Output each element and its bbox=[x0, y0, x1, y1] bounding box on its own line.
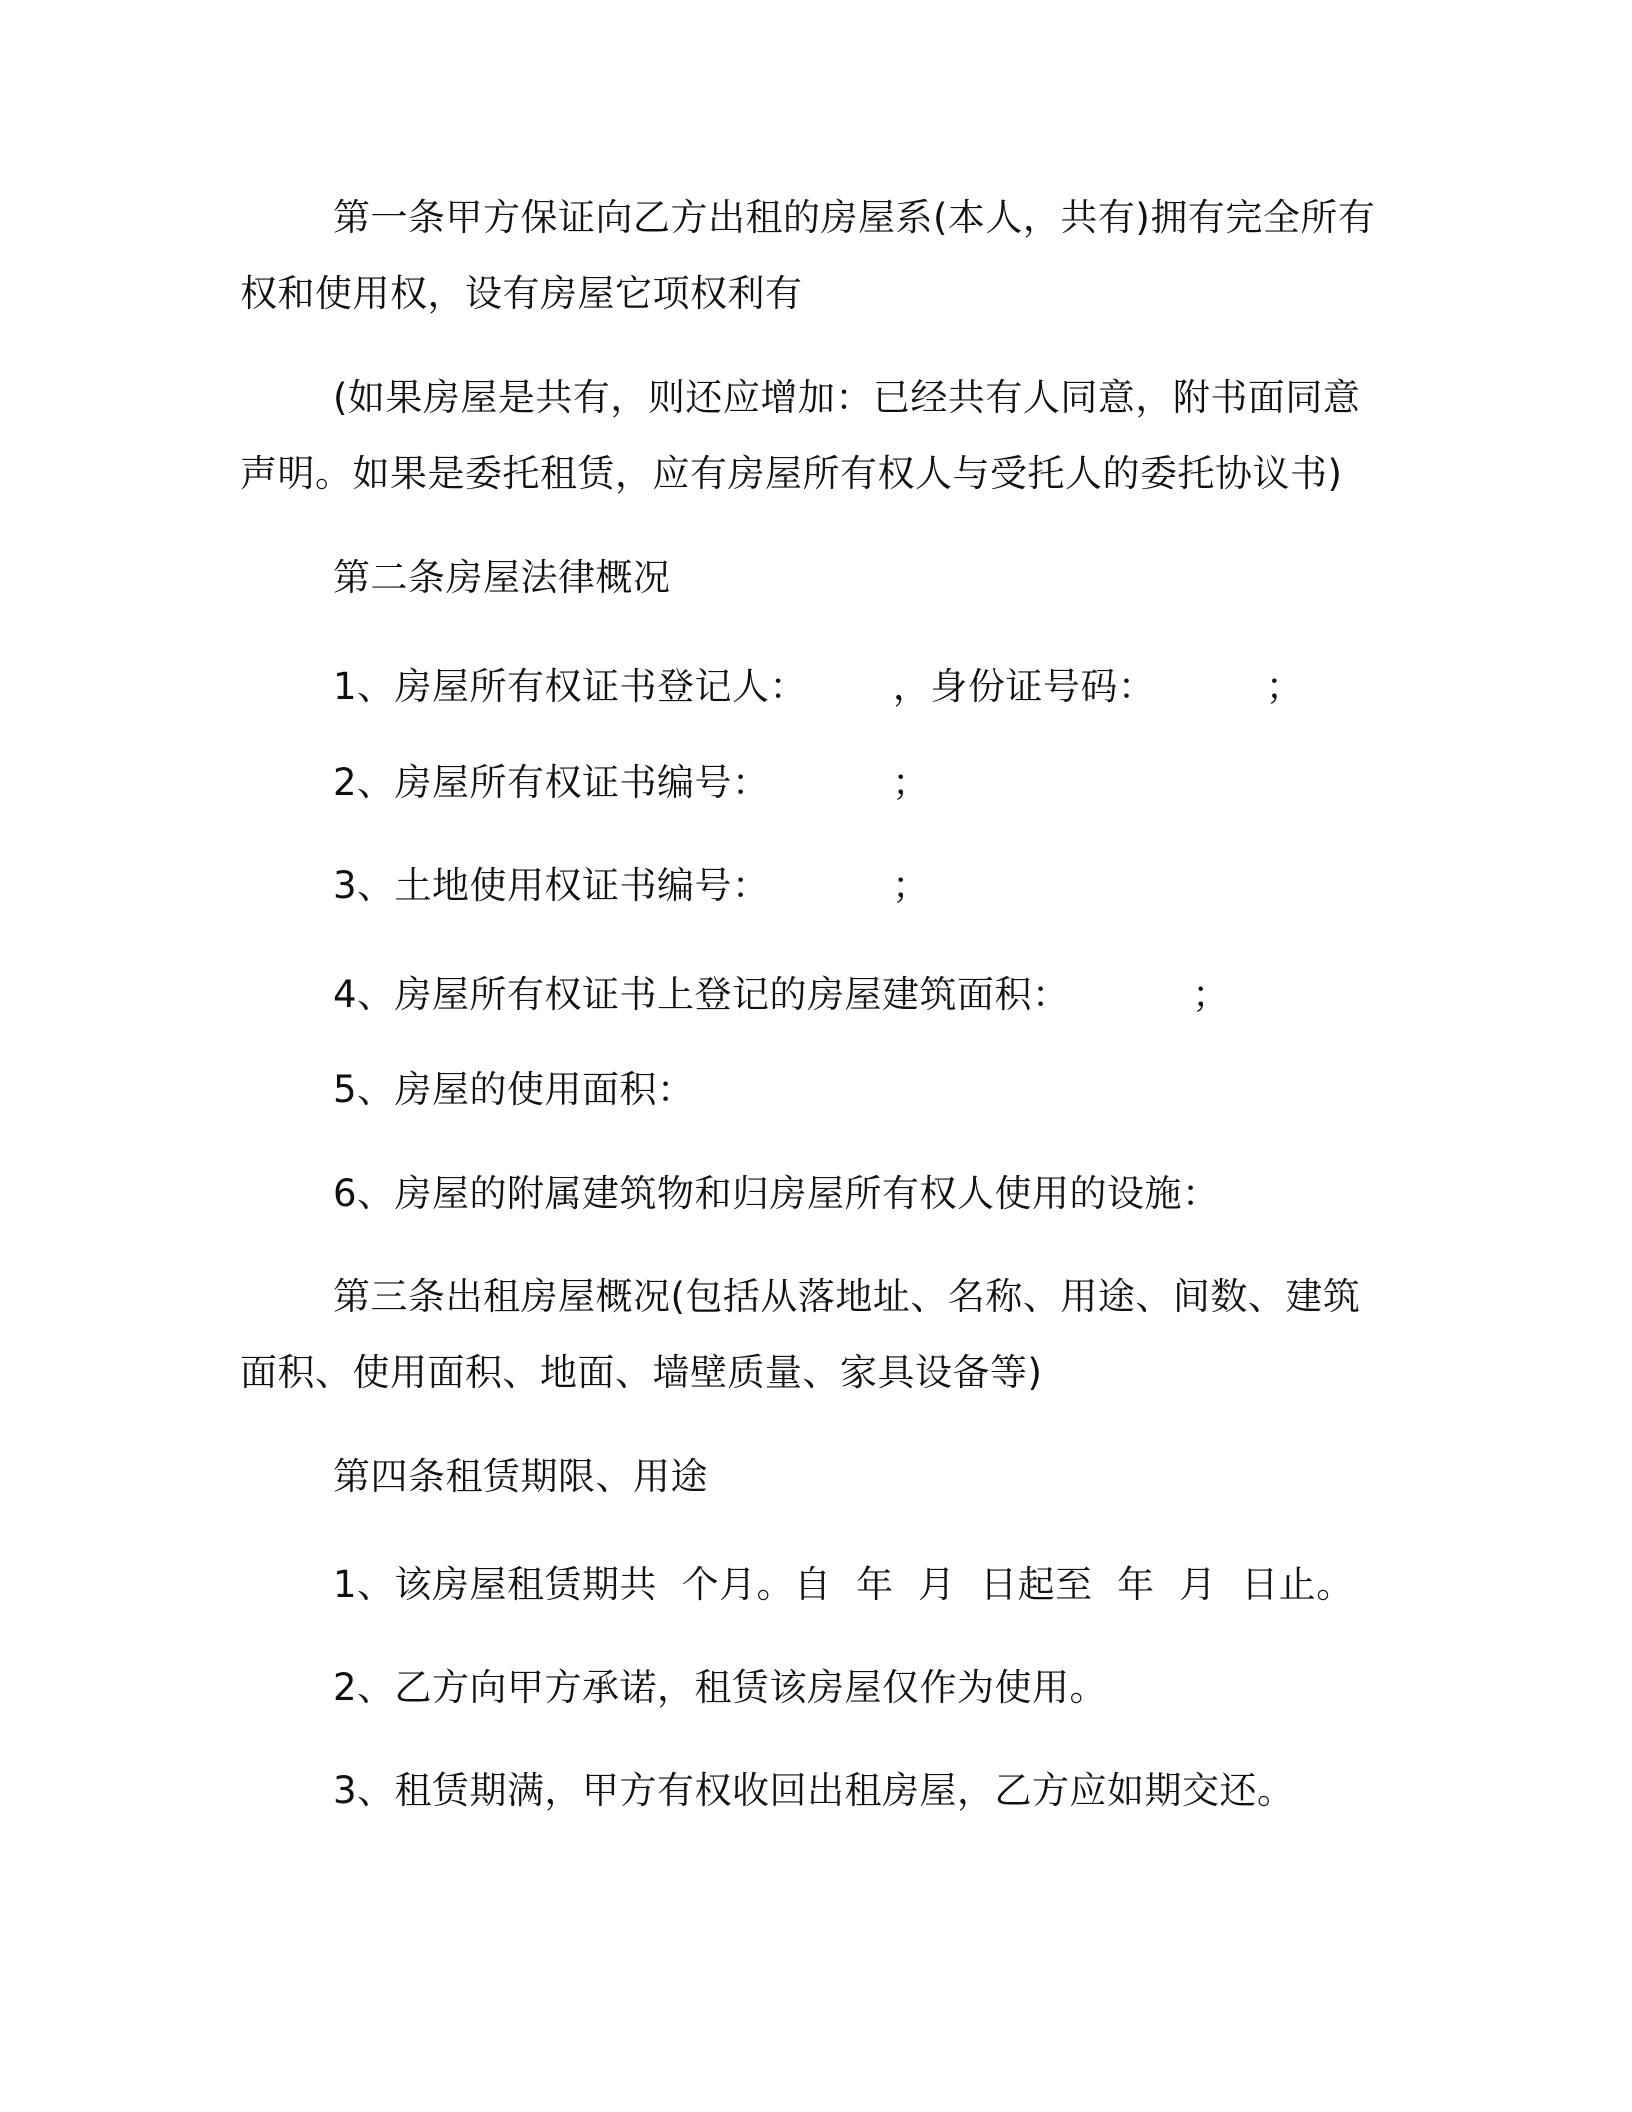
article-2-item-6: 6、房屋的附属建筑物和归房屋所有权人使用的设施： bbox=[333, 1172, 1220, 1215]
article-4-item-2: 2、乙方向甲方承诺，租赁该房屋仅作为使用。 bbox=[333, 1666, 1108, 1709]
article-4-item-3: 3、租赁期满，甲方有权收回出租房屋，乙方应如期交还。 bbox=[333, 1769, 1295, 1812]
article-2-item-4: 4、房屋所有权证书上登记的房屋建筑面积： ； bbox=[333, 973, 1230, 1016]
article-2-item-5: 5、房屋的使用面积： bbox=[333, 1068, 695, 1111]
article-2-item-3: 3、土地使用权证书编号： ； bbox=[333, 864, 930, 907]
article-1-note-line-2: 声明。如果是委托租赁，应有房屋所有权人与受托人的委托协议书) bbox=[240, 452, 1343, 495]
article-2-item-1: 1、房屋所有权证书登记人： ，身份证号码： ； bbox=[333, 665, 1304, 708]
article-4-item-1: 1、该房屋租赁期共 个月。自 年 月 日起至 年 月 日止。 bbox=[333, 1563, 1354, 1606]
article-3-line-1: 第三条出租房屋概况(包括从落地址、名称、用途、间数、建筑 bbox=[333, 1275, 1361, 1318]
article-1-note-line-1: (如果房屋是共有，则还应增加：已经共有人同意，附书面同意 bbox=[333, 376, 1361, 419]
article-4-heading: 第四条租赁期限、用途 bbox=[333, 1455, 708, 1498]
article-1-line-2: 权和使用权，设有房屋它项权利有 bbox=[240, 272, 803, 315]
article-1-line-1: 第一条甲方保证向乙方出租的房屋系(本人，共有)拥有完全所有 bbox=[333, 196, 1376, 239]
article-3-line-2: 面积、使用面积、地面、墙壁质量、家具设备等) bbox=[240, 1351, 1043, 1394]
article-2-item-2: 2、房屋所有权证书编号： ； bbox=[333, 761, 930, 804]
article-2-heading: 第二条房屋法律概况 bbox=[333, 556, 671, 599]
